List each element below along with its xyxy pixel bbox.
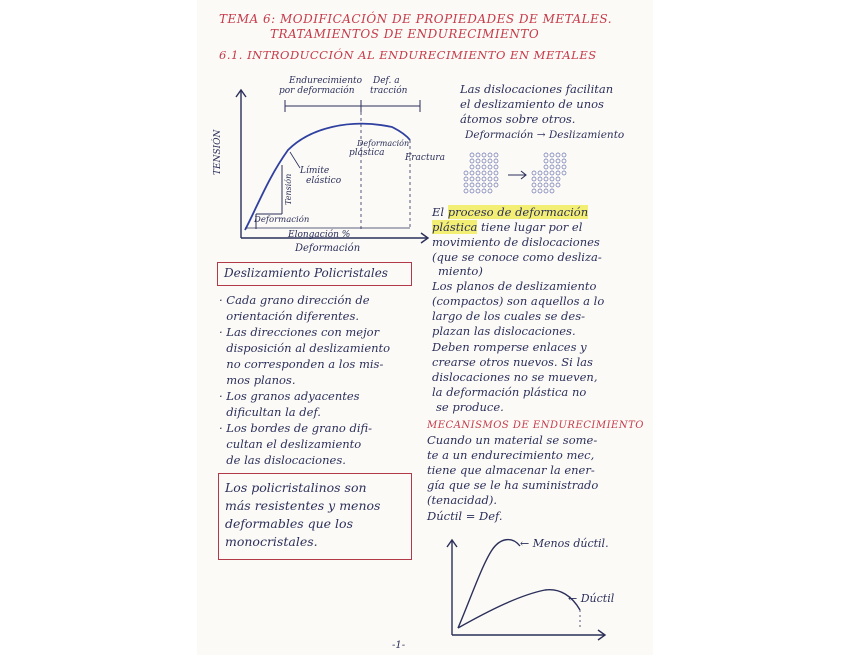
page-title-line2: TRATAMIENTOS DE ENDURECIMIENTO [270,27,540,41]
plastic-line6: Los planos de deslizamiento [432,279,597,293]
limite-label: Límite [300,166,330,176]
graph1-ylabel: TENSIÓN [213,129,223,175]
plastic-line8: largo de los cuales se des- [432,309,586,323]
plastic-line11: crearse otros nuevos. Si las [432,355,593,369]
poli-item-5: no corresponden a los mis- [219,357,384,371]
page-title-line1: TEMA 6: MODIFICACIÓN DE PROPIEDADES DE METALES. [219,12,613,26]
top-label-def-a: Def. a [373,76,400,86]
tension-label: Tensión [284,173,293,205]
curve-ductil [458,590,580,628]
poli-item-3: · Las direcciones con mejor [219,325,380,339]
def-plastica-label-2: plástica [349,148,385,158]
plastic-line5: miento) [438,264,483,278]
page-number: -1- [392,640,406,651]
poli-item-2: orientación diferentes. [219,309,359,323]
plastic-line13: la deformación plástica no [432,385,587,399]
top-label-endurecimiento: Endurecimiento [289,76,363,86]
deformacion-small-label: Deformación [254,215,310,225]
atoms-before [464,153,498,193]
plastic-line9: plazan las dislocaciones. [432,324,576,338]
note-line1: Los policristalinos son [225,480,367,495]
poli-item-6: mos planos. [219,373,296,387]
poli-item-9: · Los bordes de grano difi- [219,421,373,435]
poli-item-7: · Los granos adyacentes [219,389,360,403]
dislocaciones-line2: el deslizamiento de unos [460,97,604,111]
mec-line1: Cuando un material se some- [427,433,598,447]
poli-item-10: cultan el deslizamiento [219,437,362,451]
def-plastica-label-1: Deformación [357,139,410,148]
plastic-line2: plástica tiene lugar por el [432,220,583,234]
plastic-line14: se produce. [436,400,504,414]
plastic-line3: movimiento de dislocaciones [432,235,600,249]
plastic-line4: (que se conoce como desliza- [432,250,602,264]
mecanismos-title: MECANISMOS DE ENDURECIMIENTO [427,420,644,431]
note-line4: monocristales. [225,534,318,549]
mec-line3: tiene que almacenar la ener- [427,463,595,477]
poli-item-11: de las dislocaciones. [219,453,346,467]
poli-item-8: dificultan la def. [219,405,321,419]
section-heading: 6.1. INTRODUCCIÓN AL ENDURECIMIENTO EN METALES [219,48,597,62]
mec-line4: gía que se le ha suministrado [427,478,599,492]
plastic-line10: Deben romperse enlaces y [432,340,587,354]
poli-item-1: · Cada grano dirección de [219,293,370,307]
graph1-xlabel: Deformación [295,243,361,254]
poli-item-4: disposición al deslizamiento [219,341,391,355]
top-label-traccion: tracción [370,86,408,96]
plastic-line7: (compactos) son aquellos a lo [432,294,605,308]
highlight-proceso: proceso de deformación [447,205,589,219]
ductil-label: ← Dúctil [568,592,615,605]
highlight-plastica: plástica [432,220,478,234]
fractura-label: Fractura [405,153,446,163]
process-label: Deformación → Deslizamiento [465,129,625,141]
curve-menos-ductil [458,540,520,628]
mec-line6: Dúctil = Def. [427,509,503,523]
elastico-label: elástico [306,176,342,186]
note-line3: deformables que los [225,516,353,531]
plastic-line1: El proceso de deformación [432,205,589,219]
note-line2: más resistentes y menos [225,498,381,513]
elongacion-label: Elongación % [288,230,351,240]
dislocaciones-line3: átomos sobre otros. [460,112,576,126]
plastic-line12: dislocaciones no se mueven, [432,370,598,384]
menos-ductil-label: ← Menos dúctil. [520,537,609,550]
mec-line2: te a un endurecimiento mec, [427,448,595,462]
mec-line5: (tenacidad). [427,493,498,507]
policristales-title: Deslizamiento Policristales [224,266,388,280]
dislocaciones-line1: Las dislocaciones facilitan [460,82,614,96]
atoms-after [532,153,566,193]
top-label-por-deformacion: por deformación [279,86,355,96]
